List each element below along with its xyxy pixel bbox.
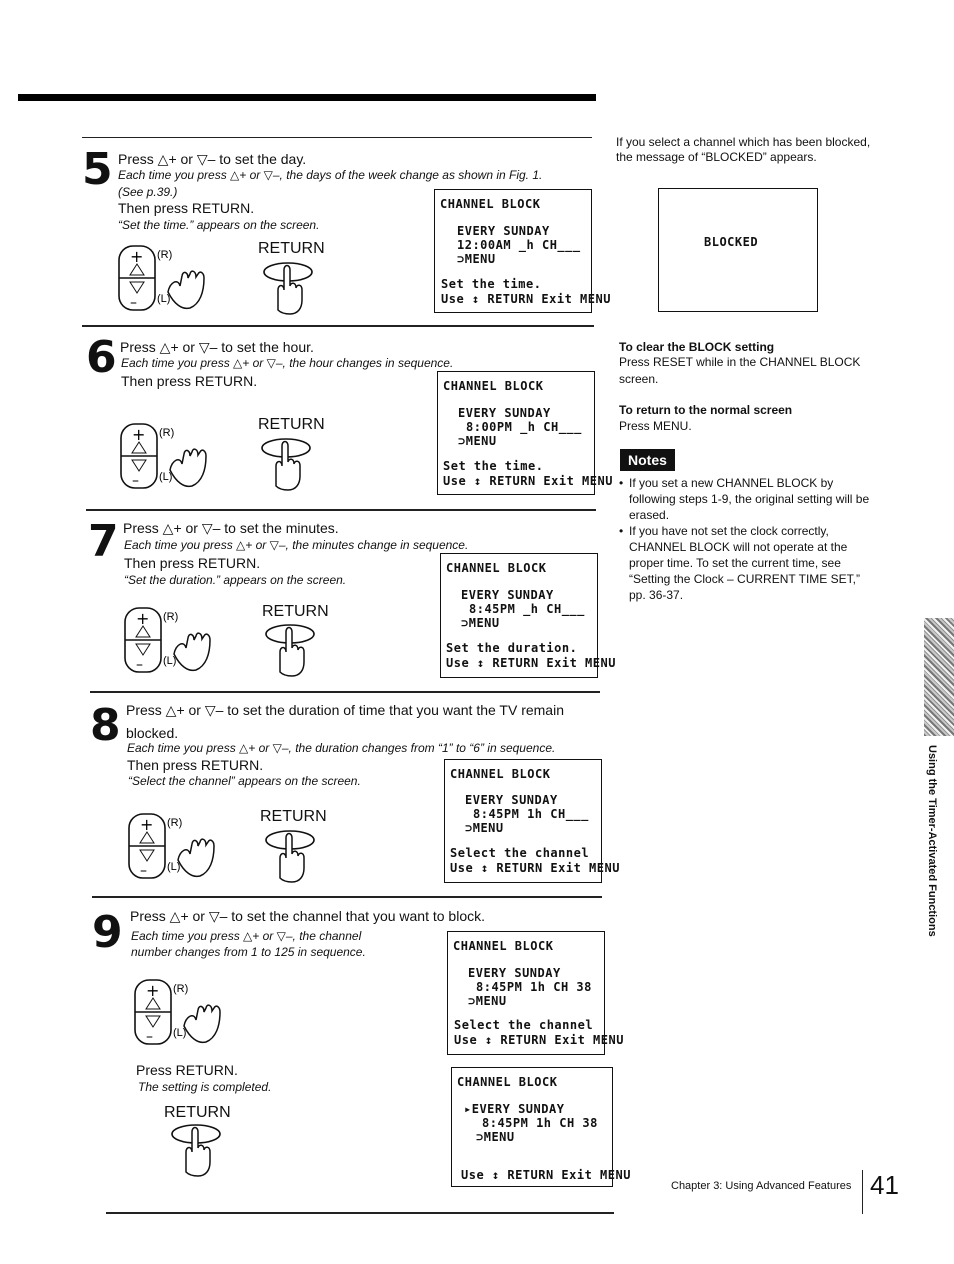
step-number: 7: [88, 516, 119, 567]
return-heading: To return to the normal screen: [619, 403, 793, 417]
section-rule: [82, 325, 594, 327]
step-note: (See p.39.): [118, 185, 178, 199]
remote-updown-hand-icon: [116, 244, 216, 316]
svg-text:+: +: [132, 425, 146, 444]
sidebar-intro: If you select a channel which has been blocked,: [616, 135, 871, 149]
top-rule: [18, 94, 596, 101]
step-number: 9: [92, 907, 123, 958]
minus-label: –: [130, 295, 137, 311]
return-text: Press MENU.: [619, 419, 692, 433]
footer-chapter: Chapter 3: Using Advanced Features: [671, 1180, 852, 1192]
step-instruction: Press △+ or ▽– to set the channel that you want to block.: [130, 908, 486, 924]
channel-block-screen: CHANNEL BLOCK EVERY SUNDAY 8:45PM 1h CH 38 ⊃MENU Select the channel Use ↕ RETURN Exit MENU: [447, 931, 605, 1055]
svg-text:(L): (L): [167, 861, 181, 873]
svg-text:(R): (R): [163, 611, 179, 623]
return-label: RETURN: [260, 808, 327, 825]
step-number: 5: [82, 144, 113, 195]
step-instruction: Press △+ or ▽– to set the hour.: [120, 339, 314, 355]
step-note: The setting is completed.: [138, 1080, 272, 1094]
step-number: 6: [86, 332, 117, 383]
clear-heading: To clear the BLOCK setting: [619, 340, 775, 354]
remote-updown-hand-icon: [126, 812, 226, 884]
return-label: RETURN: [262, 603, 329, 620]
step-note: Each time you press △+ or ▽–, the days of the week change as shown in Fig. 1.: [118, 168, 543, 182]
section-rule: [90, 691, 600, 693]
return-button-hand-icon: [260, 260, 320, 316]
step-instruction: Press △+ or ▽– to set the day.: [118, 151, 307, 167]
step-note: Each time you press △+ or ▽–, the hour changes in sequence.: [121, 356, 454, 370]
r-label: (R): [157, 249, 173, 261]
remote-updown-hand-icon: [122, 606, 222, 678]
plus-label: +: [130, 247, 144, 266]
svg-text:+: +: [136, 609, 150, 628]
blocked-screen: BLOCKED: [658, 188, 818, 312]
clear-text: screen.: [619, 372, 659, 386]
step-instruction: Then press RETURN.: [127, 757, 264, 773]
remote-updown-hand-icon: [118, 422, 218, 494]
return-button-hand-icon: [262, 828, 322, 884]
svg-text:(L): (L): [173, 1027, 187, 1039]
svg-text:–: –: [140, 863, 147, 879]
svg-text:(L): (L): [159, 471, 173, 483]
step-instruction: blocked.: [126, 725, 179, 741]
step-instruction: Then press RETURN.: [121, 373, 258, 389]
section-rule: [86, 509, 596, 511]
step-instruction: Press △+ or ▽– to set the minutes.: [123, 520, 339, 536]
svg-text:–: –: [132, 473, 139, 489]
svg-text:(R): (R): [159, 427, 175, 439]
l-label: (L): [157, 293, 171, 305]
return-button-hand-icon: [262, 622, 322, 678]
channel-block-screen: CHANNEL BLOCK EVERY SUNDAY 8:00PM _h CH___ ⊃MENU Set the time. Use ↕ RETURN Exit MENU: [437, 371, 595, 495]
step-note: “Set the time.” appears on the screen.: [118, 218, 320, 232]
svg-text:(R): (R): [167, 817, 183, 829]
channel-block-screen: CHANNEL BLOCK EVERY SUNDAY 8:45PM 1h CH___ ⊃MENU Select the channel Use ↕ RETURN Exit MENU: [444, 759, 602, 883]
svg-text:(L): (L): [163, 655, 177, 667]
return-button-hand-icon: [258, 436, 318, 492]
notes-list: [619, 475, 889, 603]
footer-divider: [862, 1170, 863, 1214]
sidebar-intro: the message of “BLOCKED” appears.: [616, 150, 817, 164]
page-number: 41: [870, 1170, 899, 1200]
step-note: number changes from 1 to 125 in sequence.: [131, 945, 366, 959]
step-instruction: Then press RETURN.: [118, 200, 255, 216]
step-instruction: Press △+ or ▽– to set the duration of time that you want the TV remain: [126, 702, 564, 718]
clear-text: Press RESET while in the CHANNEL BLOCK: [619, 355, 861, 369]
svg-text:–: –: [136, 657, 143, 673]
side-tab-texture: [924, 618, 954, 736]
step-instruction: Press RETURN.: [136, 1062, 238, 1078]
svg-text:–: –: [146, 1029, 153, 1045]
step-instruction: Then press RETURN.: [124, 555, 261, 571]
side-tab-label: Using the Timer-Activated Functions: [926, 745, 938, 937]
step-number: 8: [90, 700, 121, 751]
channel-block-screen-completed: CHANNEL BLOCK ▸EVERY SUNDAY 8:45PM 1h CH 38 ⊃MENU Use ↕ RETURN Exit MENU: [451, 1067, 613, 1187]
step-note: “Select the channel” appears on the screen.: [128, 774, 361, 788]
return-label: RETURN: [258, 240, 325, 257]
return-label: RETURN: [258, 416, 325, 433]
svg-text:+: +: [140, 815, 154, 834]
step-note: “Set the duration.” appears on the screen.: [124, 573, 347, 587]
section-rule: [92, 896, 602, 898]
return-label: RETURN: [164, 1104, 231, 1121]
note-item: • If you have not set the clock correctly, CHANNEL BLOCK will not operate at the proper time. To set the current time, see “Setting the Clock – CURRENT TIME SET,” pp. 36-37.: [619, 524, 860, 602]
note-item: • If you set a new CHANNEL BLOCK by following steps 1-9, the original setting will be erased.: [619, 476, 870, 522]
step-note: Each time you press △+ or ▽–, the duration changes from “1” to “6” in sequence.: [127, 741, 556, 755]
notes-badge: Notes: [620, 449, 675, 471]
bottom-rule: [106, 1212, 614, 1214]
step-note: Each time you press △+ or ▽–, the channel: [131, 929, 362, 943]
remote-updown-hand-icon: [132, 978, 232, 1050]
channel-block-screen: CHANNEL BLOCK EVERY SUNDAY 8:45PM _h CH___ ⊃MENU Set the duration. Use ↕ RETURN Exit MENU: [440, 553, 598, 678]
return-button-hand-icon: [168, 1122, 228, 1178]
svg-text:+: +: [146, 981, 160, 1000]
section-rule: [82, 137, 592, 138]
svg-text:(R): (R): [173, 983, 189, 995]
channel-block-screen: CHANNEL BLOCK EVERY SUNDAY 12:00AM _h CH___ ⊃MENU Set the time. Use ↕ RETURN Exit MENU: [434, 189, 592, 313]
step-note: Each time you press △+ or ▽–, the minutes change in sequence.: [124, 538, 469, 552]
